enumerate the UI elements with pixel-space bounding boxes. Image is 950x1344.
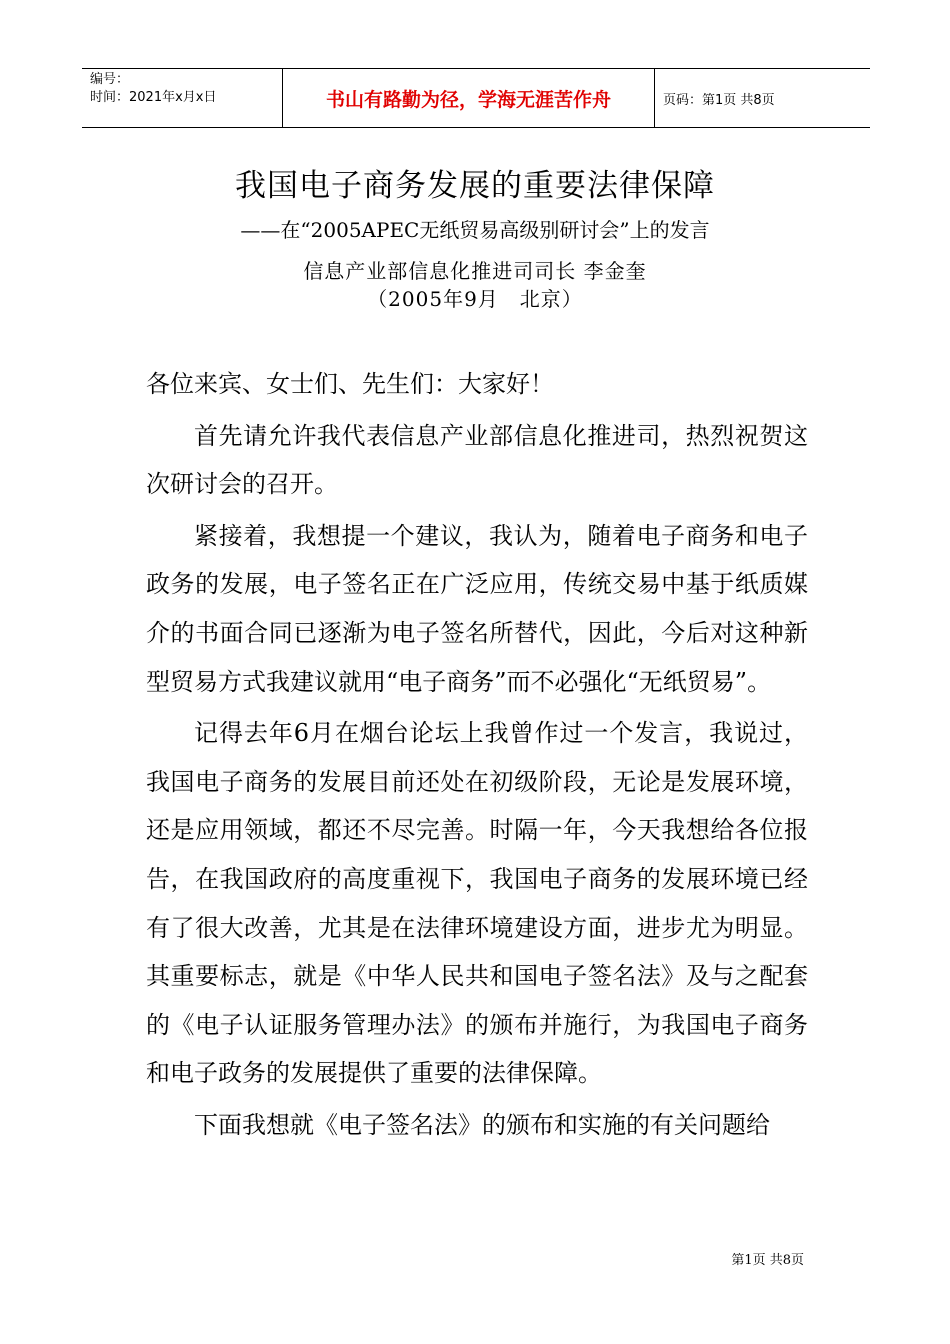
motto-text: 书山有路勤为径，学海无涯苦作舟: [325, 88, 611, 111]
document-subtitle: ——在“2005APEC无纸贸易高级别研讨会”上的发言: [240, 218, 710, 242]
paragraph: 首先请允许我代表信息产业部信息化推进司，热烈祝贺这次研讨会的召开。: [146, 421, 808, 499]
footer-page-number: 第1页 共8页: [731, 1253, 804, 1268]
document-title: 我国电子商务发展的重要法律保障: [235, 168, 715, 204]
header-meta-cell: [82, 69, 282, 127]
document-author: 信息产业部信息化推进司司长 李金奎: [303, 259, 647, 283]
serial-number-label: 编号：: [90, 72, 130, 87]
document-body: [146, 360, 808, 1153]
paragraph: 记得去年6月在烟台论坛上我曾作过一个发言，我说过，我国电子商务的发展目前还处在初级阶段，无论是发展环境，还是应用领域，都还不尽完善。时隔一年，今天我想给各位报告，在我国政府的高度重视下，我国电子商务的发展环境已经有了很大改善，尤其是在法律环境建设方面，进步尤为明显。其重要标志，就是《中华人民共和国电子签名法》及与之配套的《电子认证服务管理办法》的颁布并施行，为我国电子商务和电子政务的发展提供了重要的法律保障。: [146, 719, 808, 1088]
header-page-number: 页码：第1页 共8页: [663, 92, 775, 108]
paragraph: 下面我想就《电子签名法》的颁布和实施的有关问题给: [194, 1110, 770, 1139]
page-header-table: [82, 68, 870, 128]
date-label: 时间：2021年x月x日: [90, 90, 217, 105]
paragraph-greeting: 各位来宾、女士们、先生们：大家好！: [146, 370, 554, 398]
paragraph: 紧接着，我想提一个建议，我认为，随着电子商务和电子政务的发展，电子签名正在广泛应用，传统交易中基于纸质媒介的书面合同已逐渐为电子签名所替代，因此，今后对这种新型贸易方式我建议就用“电子商务”而不必强化“无纸贸易”。: [146, 521, 808, 696]
header-motto-cell: [282, 69, 655, 127]
header-page-cell: [655, 69, 870, 127]
document-date: （2005年9月 北京）: [367, 287, 583, 311]
